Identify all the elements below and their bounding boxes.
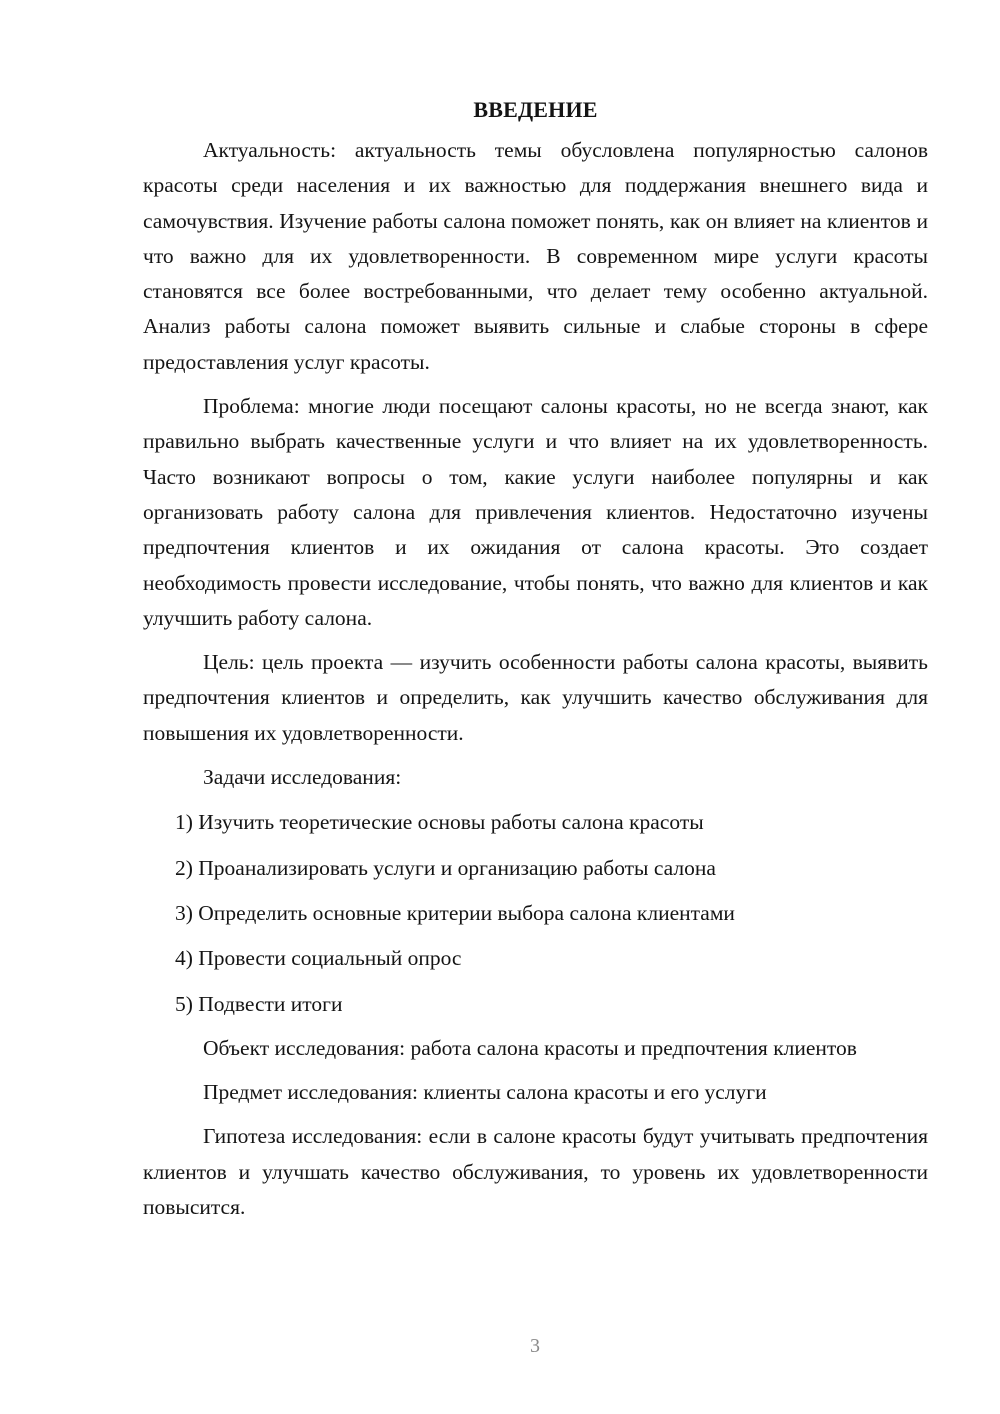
page-number: 3 bbox=[530, 1335, 540, 1357]
paragraph-problem: Проблема: многие люди посещают салоны красоты, но не всегда знают, как правильно выбрать качественные услуги и что влияет на их удовлетворенность. Часто возникают вопросы о том, какие услуги наиболее популярны и как организовать работу салона для привлечения клиентов. Недостаточно изучены предпочтения клиентов и их ожидания от салона красоты. Это создает необходимость провести исследование, чтобы понять, что важно для клиентов и как улучшить работу салона. bbox=[143, 394, 928, 630]
task-item: 5) Подвести итоги bbox=[175, 991, 343, 1016]
paragraph-goal: Цель: цель проекта — изучить особенности работы салона красоты, выявить предпочтения клиентов и определить, как улучшить качество обслуживания для повышения их удовлетворенности. bbox=[143, 650, 928, 745]
section-heading: ВВЕДЕНИЕ bbox=[473, 97, 598, 122]
paragraph-subject: Предмет исследования: клиенты салона красоты и его услуги bbox=[203, 1080, 767, 1105]
task-item: 1) Изучить теоретические основы работы салона красоты bbox=[175, 810, 704, 835]
paragraph-relevance: Актуальность: актуальность темы обусловлена популярностью салонов красоты среди населения и их важностью для поддержания внешнего вида и самочувствия. Изучение работы салона поможет понять, как он влияет на клиентов и что важно для их удовлетворенности. В современном мире услуги красоты становятся все более востребованными, что делает тему особенно актуальной. Анализ работы салона поможет выявить сильные и слабые стороны в сфере предоставления услуг красоты. bbox=[143, 138, 928, 374]
task-item: 3) Определить основные критерии выбора салона клиентами bbox=[175, 900, 735, 925]
task-item: 4) Провести социальный опрос bbox=[175, 946, 462, 971]
page-content bbox=[143, 92, 928, 1225]
paragraph-hypothesis: Гипотеза исследования: если в салоне красоты будут учитывать предпочтения клиентов и улучшать качество обслуживания, то уровень их удовлетворенности повысится. bbox=[143, 1124, 928, 1220]
task-item: 2) Проанализировать услуги и организацию работы салона bbox=[175, 855, 716, 880]
paragraph-object: Объект исследования: работа салона красоты и предпочтения клиентов bbox=[203, 1035, 857, 1060]
tasks-heading: Задачи исследования: bbox=[203, 765, 402, 790]
